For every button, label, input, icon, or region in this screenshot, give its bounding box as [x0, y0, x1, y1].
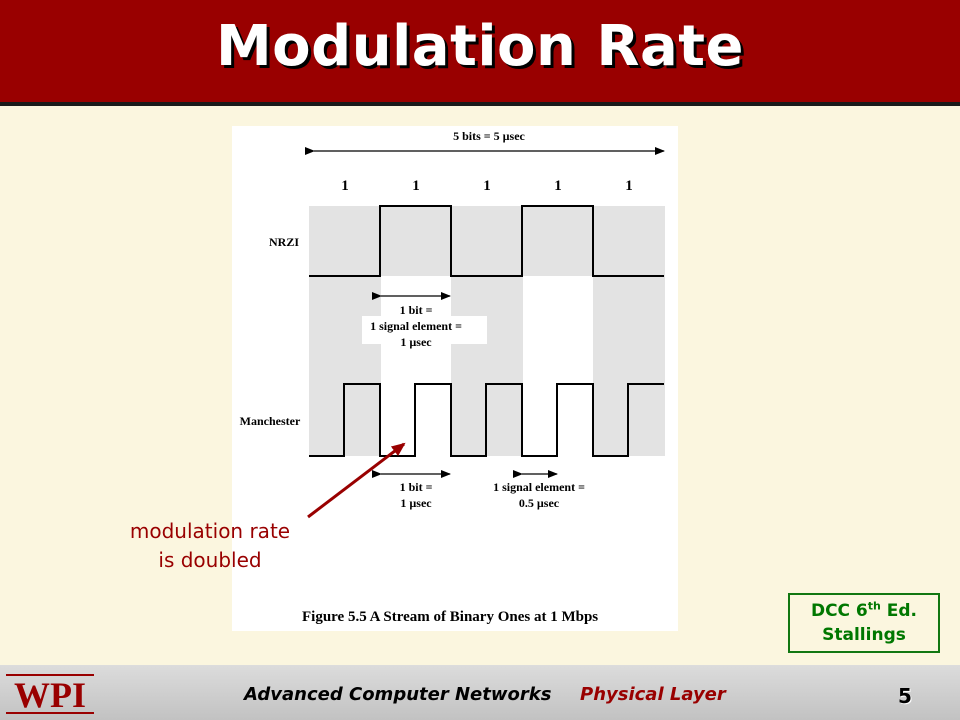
annotation-text — [110, 517, 310, 575]
manchester-bit-note-line: 1 bit = — [399, 480, 433, 494]
bit-label: 1 — [625, 178, 633, 194]
header-label: 5 bits = 5 µsec — [453, 129, 525, 143]
wpi-logo-text: WPI — [14, 675, 86, 715]
manchester-bit-note-line: 1 µsec — [400, 496, 432, 510]
shade-nrzi-bit-4-top — [523, 206, 593, 276]
page-number: 5 — [898, 684, 912, 708]
bit-label: 1 — [483, 178, 491, 194]
footer-topic: Physical Layer — [580, 684, 726, 705]
bit-label: 1 — [554, 178, 562, 194]
reference-suffix: Ed. — [880, 601, 918, 621]
bit-label: 1 — [341, 178, 349, 194]
nrzi-label: NRZI — [268, 235, 300, 249]
nrzi-note-line: 1 signal element = — [370, 319, 462, 333]
manchester-element-note-line: 1 signal element = — [493, 480, 585, 494]
reference-box — [788, 593, 940, 653]
reference-prefix: DCC 6 — [810, 601, 868, 621]
reference-sup: th — [867, 599, 881, 613]
wpi-logo — [6, 672, 96, 716]
manchester-element-note-line: 0.5 µsec — [518, 496, 560, 510]
title-bar — [0, 0, 960, 106]
bit-label: 1 — [412, 178, 420, 194]
nrzi-note-line: 1 µsec — [400, 335, 432, 349]
shade-nrzi-bit-2-top — [381, 206, 451, 276]
manchester-label: Manchester — [239, 414, 301, 428]
nrzi-note-line: 1 bit = — [399, 303, 433, 317]
footer-course: Advanced Computer Networks — [244, 684, 552, 705]
reference-line-1 — [790, 599, 938, 623]
reference-line-2: Stallings — [822, 625, 906, 645]
figure-caption: Figure 5.5 A Stream of Binary Ones at 1 Mbps — [302, 609, 599, 625]
annotation-line: is doubled — [158, 548, 262, 572]
annotation-line: modulation rate — [129, 519, 291, 543]
slide-title: Modulation Rate — [215, 14, 745, 79]
